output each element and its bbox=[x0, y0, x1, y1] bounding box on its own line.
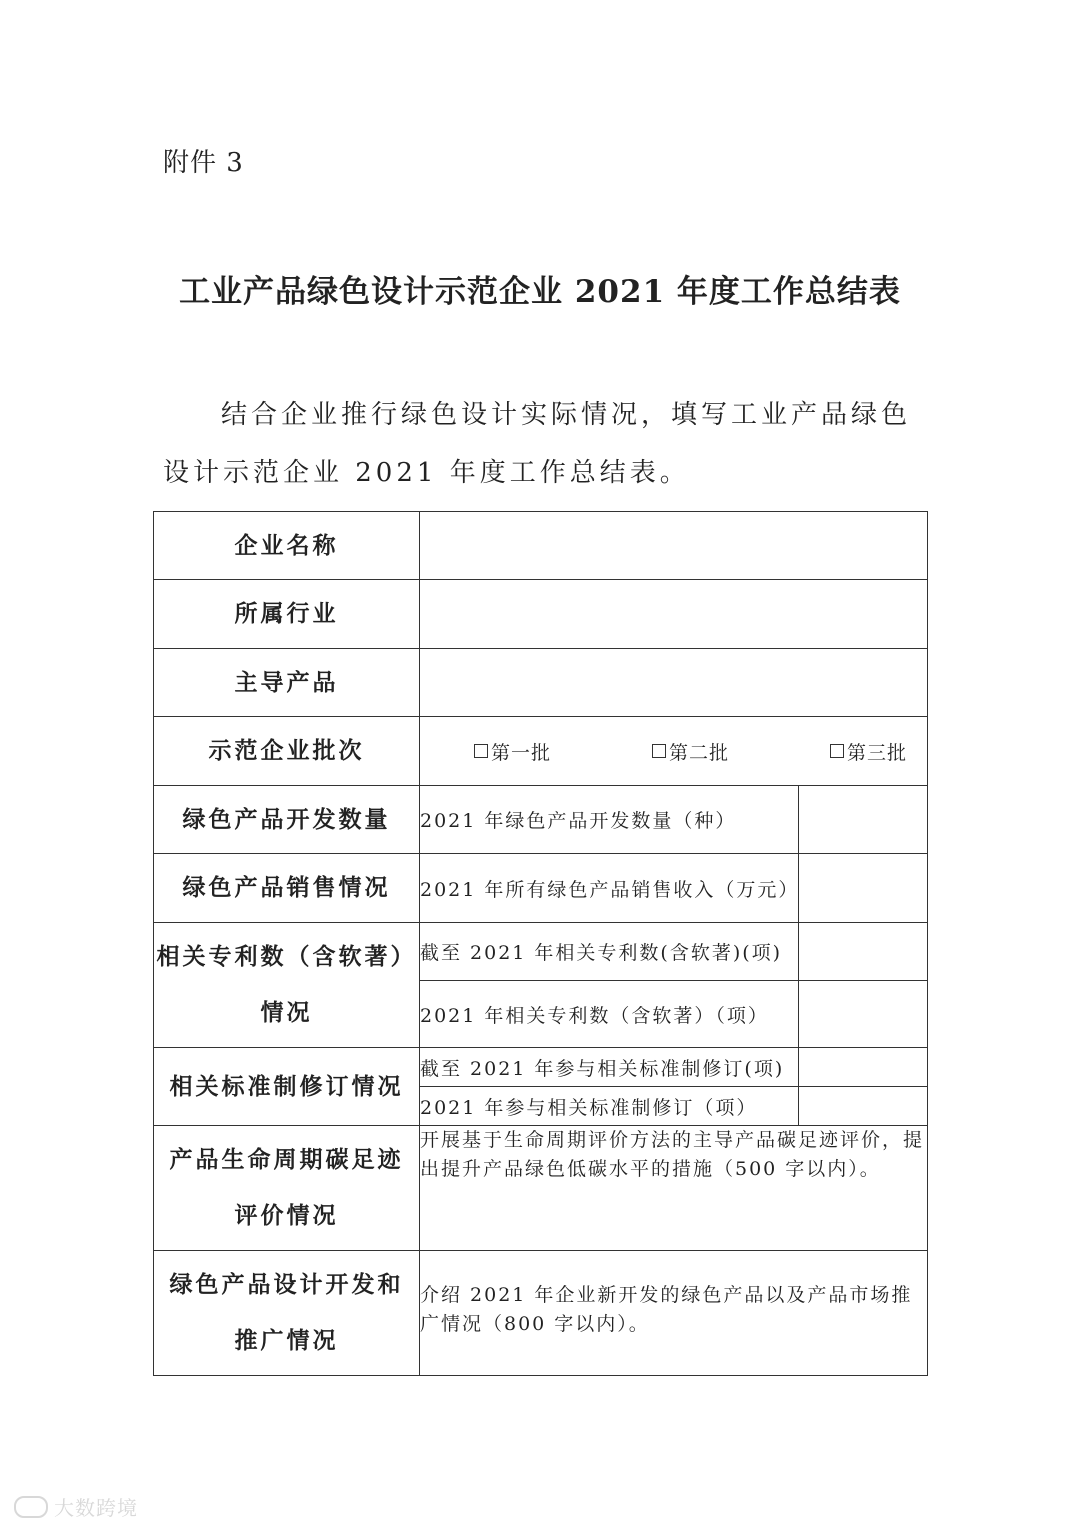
watermark: 大数跨境 bbox=[14, 1492, 138, 1521]
patent-total-desc: 截至 2021 年相关专利数(含软著)(项) bbox=[420, 923, 799, 981]
table-row bbox=[154, 786, 928, 854]
patent-total-field[interactable] bbox=[799, 923, 928, 981]
batch-option-2[interactable]: 第二批 bbox=[652, 738, 729, 765]
table-row bbox=[154, 580, 928, 649]
attachment-label: 附件 3 bbox=[163, 148, 244, 178]
summary-table bbox=[153, 511, 928, 1376]
carbon-desc[interactable]: 开展基于生命周期评价方法的主导产品碳足迹评价，提出提升产品绿色低碳水平的措施（500 字以内）。 bbox=[420, 1126, 928, 1251]
company-name-label: 企业名称 bbox=[154, 512, 420, 580]
sales-desc: 2021 年所有绿色产品销售收入（万元） bbox=[420, 854, 799, 923]
standard-year-desc: 2021 年参与相关标准制修订（项） bbox=[420, 1087, 799, 1126]
standard-total-field[interactable] bbox=[799, 1048, 928, 1087]
sales-label: 绿色产品销售情况 bbox=[154, 854, 420, 923]
table-row bbox=[154, 854, 928, 923]
sales-field[interactable] bbox=[799, 854, 928, 923]
table-row bbox=[154, 1126, 928, 1251]
main-products-field[interactable] bbox=[420, 649, 928, 717]
industry-label: 所属行业 bbox=[154, 580, 420, 649]
batch-option-3[interactable]: 第三批 bbox=[830, 738, 907, 765]
table-row bbox=[154, 649, 928, 717]
table-row bbox=[154, 923, 928, 981]
company-name-field[interactable] bbox=[420, 512, 928, 580]
design-label: 绿色产品设计开发和 推广情况 bbox=[154, 1251, 420, 1376]
checkbox-icon[interactable] bbox=[474, 744, 488, 758]
intro-paragraph: 结合企业推行绿色设计实际情况，填写工业产品绿色设计示范企业 2021 年度工作总结表。 bbox=[163, 400, 912, 488]
patent-year-field[interactable] bbox=[799, 981, 928, 1048]
standard-year-field[interactable] bbox=[799, 1087, 928, 1126]
dev-count-label: 绿色产品开发数量 bbox=[154, 786, 420, 854]
table-row bbox=[154, 1251, 928, 1376]
batch-options bbox=[420, 717, 928, 786]
batch-label: 示范企业批次 bbox=[154, 717, 420, 786]
watermark-logo-icon bbox=[14, 1496, 48, 1518]
industry-field[interactable] bbox=[420, 580, 928, 649]
dev-count-field[interactable] bbox=[799, 786, 928, 854]
patent-label: 相关专利数（含软著） 情况 bbox=[154, 923, 420, 1048]
checkbox-icon[interactable] bbox=[652, 744, 666, 758]
main-products-label: 主导产品 bbox=[154, 649, 420, 717]
carbon-label: 产品生命周期碳足迹 评价情况 bbox=[154, 1126, 420, 1251]
standard-total-desc: 截至 2021 年参与相关标准制修订(项) bbox=[420, 1048, 799, 1087]
batch-option-1[interactable]: 第一批 bbox=[474, 738, 551, 765]
table-row bbox=[154, 512, 928, 580]
checkbox-icon[interactable] bbox=[830, 744, 844, 758]
standard-label: 相关标准制修订情况 bbox=[154, 1048, 420, 1126]
table-row bbox=[154, 717, 928, 786]
patent-year-desc: 2021 年相关专利数（含软著）（项） bbox=[420, 981, 799, 1048]
dev-count-desc: 2021 年绿色产品开发数量（种） bbox=[420, 786, 799, 854]
table-row bbox=[154, 1048, 928, 1087]
page-title: 工业产品绿色设计示范企业 2021 年度工作总结表 bbox=[179, 274, 901, 310]
design-desc[interactable]: 介绍 2021 年企业新开发的绿色产品以及产品市场推广情况（800 字以内）。 bbox=[420, 1251, 928, 1376]
